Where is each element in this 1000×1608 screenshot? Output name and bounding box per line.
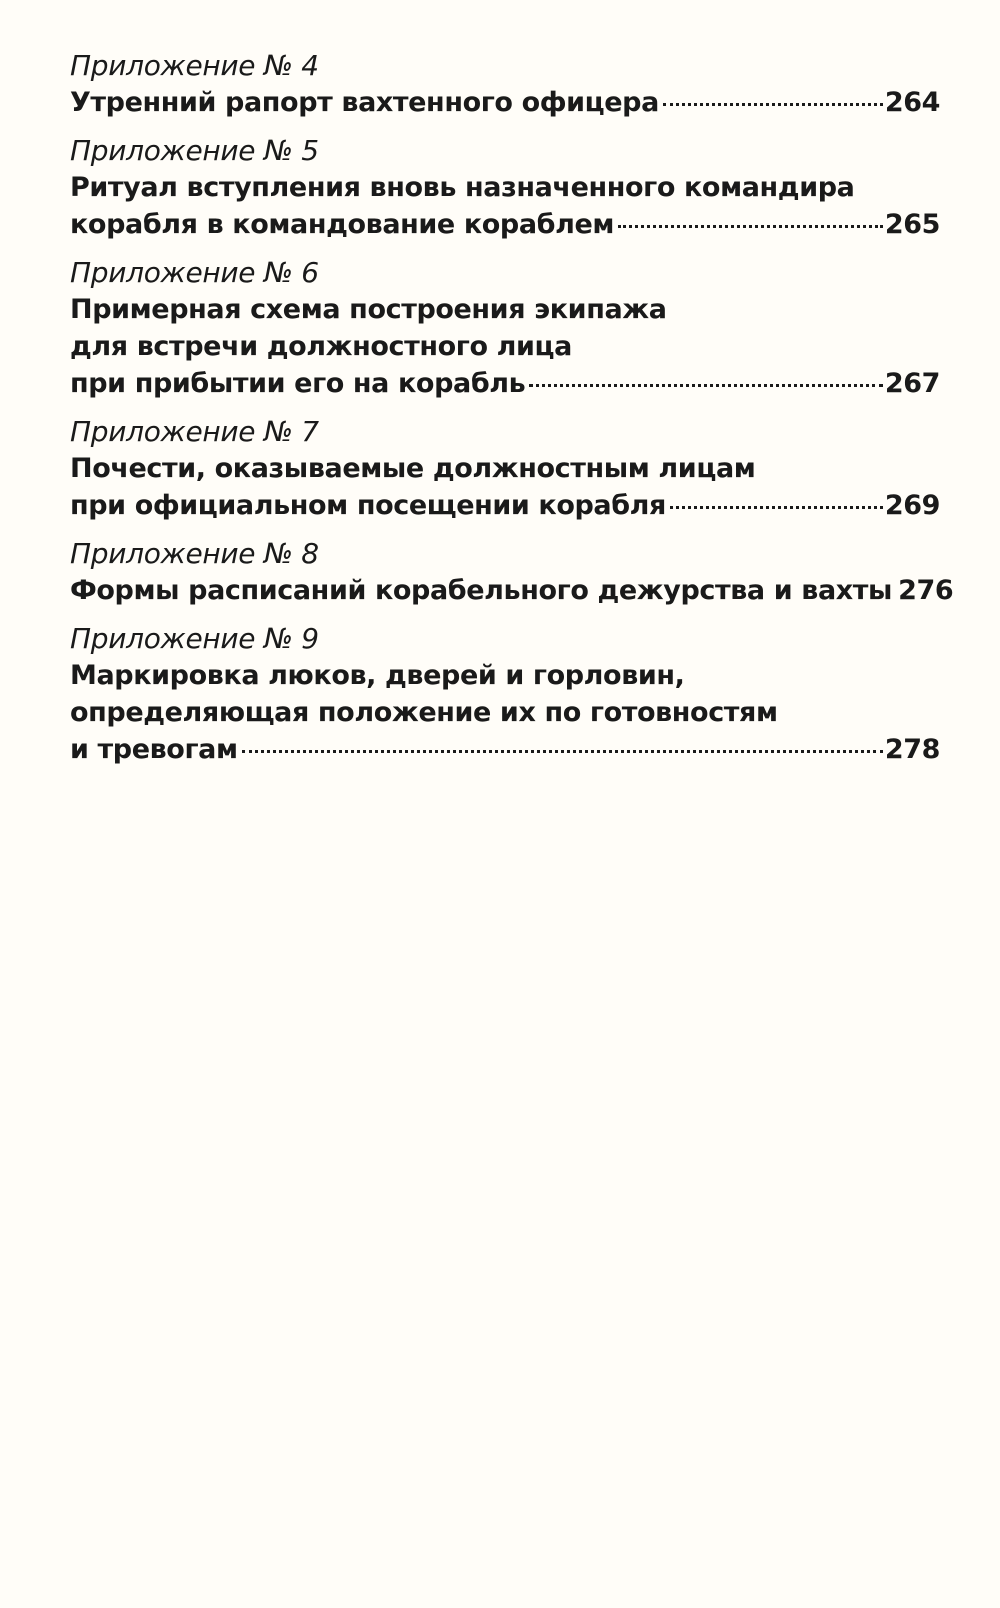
entry-title-last-line xyxy=(70,206,940,243)
entry-title-line: определяющая положение их по готовностям xyxy=(70,697,778,728)
entry-title-last-line xyxy=(70,84,940,121)
toc-entry-appendix-6 xyxy=(70,255,940,402)
toc-entry-appendix-9 xyxy=(70,621,940,768)
entry-title-last-line xyxy=(70,731,940,768)
page-number: 269 xyxy=(884,490,940,521)
appendix-label: Приложение № 5 xyxy=(70,134,319,167)
toc-entry-appendix-7 xyxy=(70,414,940,524)
appendix-label: Приложение № 4 xyxy=(70,49,319,82)
page-number: 276 xyxy=(898,575,954,606)
entry-title-text: Формы расписаний корабельного дежурства и вахты xyxy=(70,575,893,606)
page-number: 267 xyxy=(884,368,940,399)
entry-title-line: Ритуал вступления вновь назначенного командира xyxy=(70,172,855,203)
page-number: 278 xyxy=(884,734,940,765)
toc-entry-appendix-8 xyxy=(70,536,954,609)
page-number: 264 xyxy=(884,87,940,118)
entry-title-line: Маркировка люков, дверей и горловин, xyxy=(70,660,685,691)
appendix-label: Приложение № 6 xyxy=(70,256,319,289)
entry-title-text: корабля в командование кораблем xyxy=(70,209,615,240)
dot-leader xyxy=(663,97,883,106)
entry-title-text: при официальном посещении корабля xyxy=(70,490,666,521)
entry-title-last-line xyxy=(70,487,940,524)
dot-leader xyxy=(529,378,883,387)
dot-leader xyxy=(670,500,883,509)
table-of-contents xyxy=(70,48,954,780)
entry-title-text: при прибытии его на корабль xyxy=(70,368,526,399)
toc-entry-appendix-5 xyxy=(70,133,940,243)
entry-title-text: и тревогам xyxy=(70,734,238,765)
entry-title-text: Утренний рапорт вахтенного офицера xyxy=(70,87,659,118)
page-number: 265 xyxy=(884,209,940,240)
entry-title-last-line xyxy=(70,365,940,402)
toc-entry-appendix-4 xyxy=(70,48,940,121)
entry-title-line: Почести, оказываемые должностным лицам xyxy=(70,453,756,484)
dot-leader xyxy=(618,219,883,228)
appendix-label: Приложение № 8 xyxy=(70,537,319,570)
entry-title-line: Примерная схема построения экипажа xyxy=(70,294,667,325)
entry-title-last-line xyxy=(70,572,954,609)
entry-title-line: для встречи должностного лица xyxy=(70,331,572,362)
appendix-label: Приложение № 9 xyxy=(70,622,319,655)
appendix-label: Приложение № 7 xyxy=(70,415,319,448)
dot-leader xyxy=(242,744,883,753)
